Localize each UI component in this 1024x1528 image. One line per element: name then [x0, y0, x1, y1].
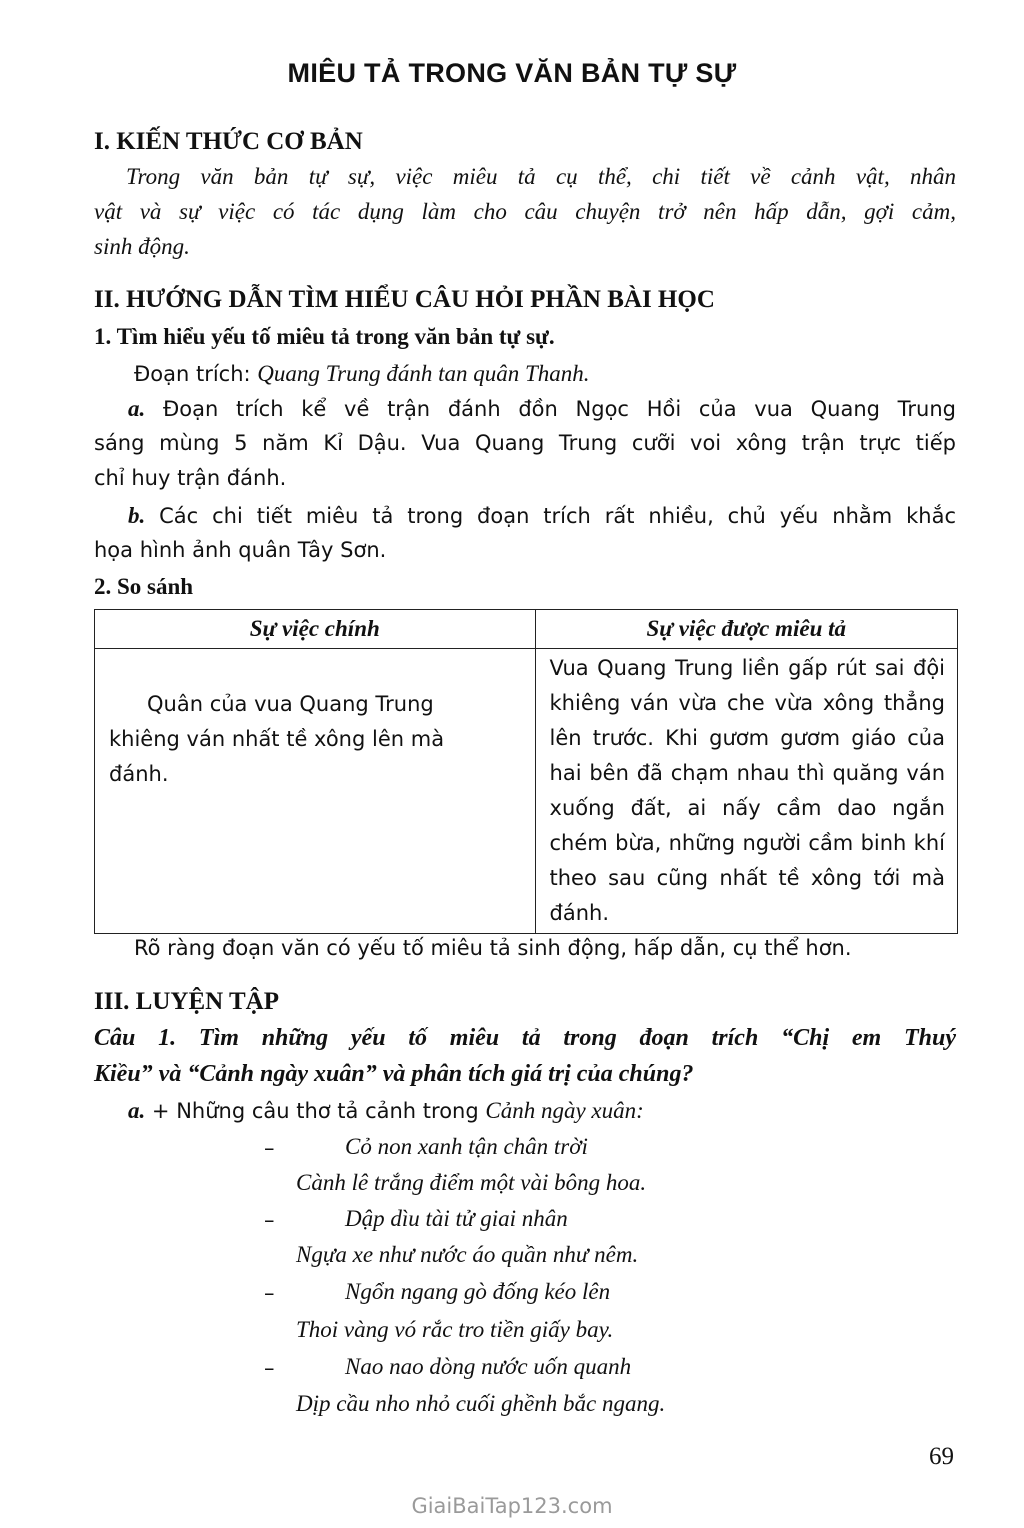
- table-header-described-event: Sự việc được miêu tả: [535, 610, 957, 649]
- excerpt-label: Đoạn trích:: [134, 362, 258, 386]
- paragraph-b-line-2: họa hình ảnh quân Tây Sơn.: [94, 538, 387, 562]
- section-2-heading: II. HƯỚNG DẪN TÌM HIỂU CÂU HỎI PHẦN BÀI HỌC: [94, 286, 715, 313]
- verse-dash: –: [264, 1136, 275, 1160]
- verse-dash: –: [264, 1208, 275, 1232]
- question-1-line-1: Câu 1. Tìm những yếu tố miêu tả trong đoạn trích “Chị em Thuý: [94, 1025, 956, 1051]
- section-1-line-2: vật và sự việc có tác dụng làm cho câu chuyện trở nên hấp dẫn, gợi cảm,: [94, 199, 956, 224]
- section-3-heading: III. LUYỆN TẬP: [94, 988, 279, 1015]
- watermark: GiaiBaiTap123.com: [411, 1494, 613, 1518]
- table-header-main-event: Sự việc chính: [95, 610, 536, 649]
- section-1-heading: I. KIẾN THỨC CƠ BẢN: [94, 128, 363, 155]
- poem-source: Cảnh ngày xuân:: [485, 1098, 644, 1123]
- section-1-line-3: sinh động.: [94, 234, 190, 259]
- section-1-line-1: Trong văn bản tự sự, việc miêu tả cụ thể, chi tiết về cảnh vật, nhân: [126, 164, 956, 189]
- verse-1-line-1: Cỏ non xanh tận chân trời: [345, 1134, 588, 1159]
- excerpt-line: [134, 361, 590, 387]
- verse-1-line-2: Cành lê trắng điểm một vài bông hoa.: [296, 1170, 647, 1195]
- verse-2-line-1: Dập dìu tài tử giai nhân: [345, 1206, 568, 1231]
- excerpt-title: Quang Trung đánh tan quân Thanh.: [257, 361, 590, 386]
- paragraph-a-label: a.: [128, 396, 146, 421]
- verse-dash: –: [264, 1356, 275, 1380]
- verse-4-line-2: Dịp cầu nho nhỏ cuối ghềnh bắc ngang.: [296, 1391, 666, 1416]
- item-1-heading: 1. Tìm hiểu yếu tố miêu tả trong văn bản tự sự.: [94, 324, 555, 349]
- paragraph-a-line-2: sáng mùng 5 năm Kỉ Dậu. Vua Quang Trung cưỡi voi xông trận trực tiếp: [94, 431, 956, 455]
- verse-3-line-1: Ngổn ngang gò đống kéo lên: [345, 1279, 611, 1304]
- item-2-heading: 2. So sánh: [94, 574, 194, 599]
- page-title: MIÊU TẢ TRONG VĂN BẢN TỰ SỰ: [287, 58, 737, 88]
- answer-a-label: a.: [128, 1098, 146, 1123]
- paragraph-b-label: b.: [128, 503, 146, 528]
- question-1-line-2: Kiều” và “Cảnh ngày xuân” và phân tích giá trị của chúng?: [94, 1061, 694, 1087]
- table-header-row: [95, 610, 958, 649]
- table-cell-main-event: Quân của vua Quang Trung khiêng ván nhất tề xông lên mà đánh.: [95, 649, 536, 934]
- paragraph-a-line-3: chỉ huy trận đánh.: [94, 466, 287, 490]
- paragraph-a-line-1: a. Đoạn trích kể về trận đánh đồn Ngọc Hồi của vua Quang Trung: [128, 396, 956, 421]
- verse-dash: –: [264, 1281, 275, 1305]
- page-number: 69: [929, 1443, 954, 1470]
- verse-2-line-2: Ngựa xe như nước áo quần như nêm.: [296, 1242, 639, 1267]
- comparison-table: [94, 609, 958, 934]
- verse-3-line-2: Thoi vàng vó rắc tro tiền giấy bay.: [296, 1317, 614, 1342]
- verse-4-line-1: Nao nao dòng nước uốn quanh: [345, 1354, 632, 1379]
- answer-a-line: a. + Những câu thơ tả cảnh trong Cảnh ngày xuân:: [128, 1098, 644, 1123]
- conclusion: Rõ ràng đoạn văn có yếu tố miêu tả sinh động, hấp dẫn, cụ thể hơn.: [134, 936, 852, 960]
- paragraph-b-line-1: b. Các chi tiết miêu tả trong đoạn trích rất nhiều, chủ yếu nhằm khắc: [128, 503, 956, 528]
- table-cell-described-event: Vua Quang Trung liền gấp rút sai đội khiêng ván vừa che vừa xông thẳng lên trước. Khi gươm gươm giáo của hai bên đã chạm nhau thì quăng ván xuống đất, ai nấy cầm dao ngắn chém bừa, những người cầm binh khí theo sau cũng nhất tề xông tới mà đánh.: [535, 649, 957, 934]
- table-row: [95, 649, 958, 934]
